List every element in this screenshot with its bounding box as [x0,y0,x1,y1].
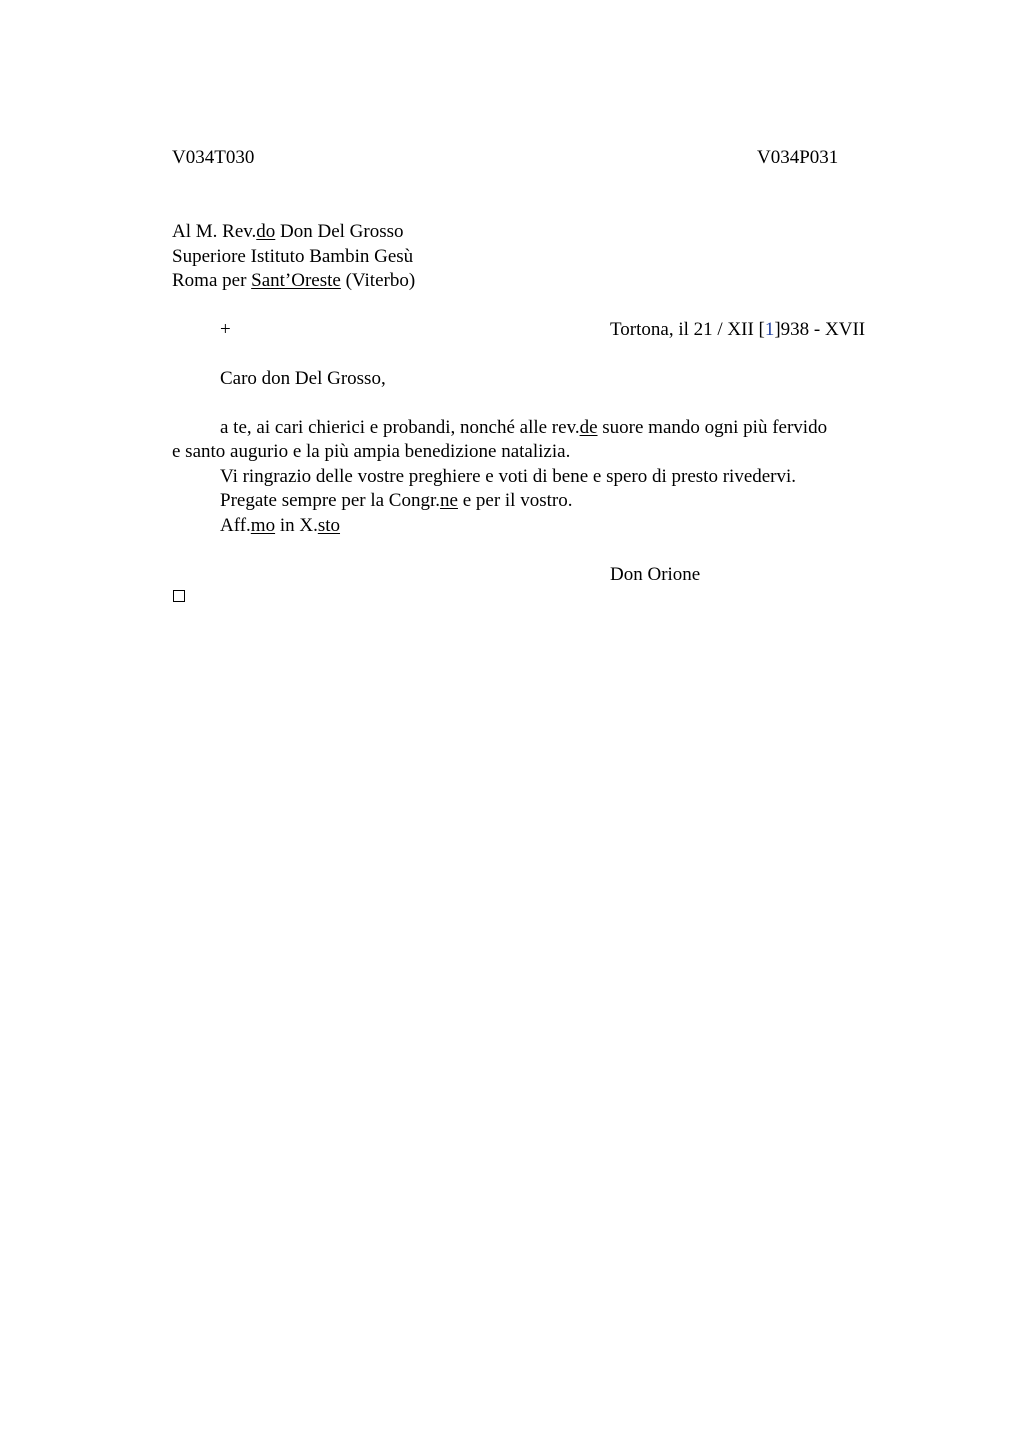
dateline-prefix: Tortona, il 21 / XII [ [610,319,765,340]
body-p1-abbrev: de [579,417,598,438]
closing-abbrev-1: mo [250,515,276,536]
body-paragraph-1-line-2: e santo augurio e la più ampia benedizione natalizia. [172,441,571,462]
document-code-left: V034T030 [172,147,255,168]
address-line-1-prefix: Al M. Rev. [172,221,257,242]
body-p3-text-a: Pregate sempre per la Congr. [220,490,441,511]
address-line-3 [172,269,415,293]
body-paragraph-1-line-1 [220,416,827,440]
signature: Don Orione [610,564,701,585]
address-line-1 [172,220,404,244]
dateline [610,318,865,342]
address-line-3-place: Sant’Oreste [251,270,341,291]
dateline-suffix: ]938 - XVII [774,319,866,340]
salutation: Caro don Del Grosso, [220,368,386,389]
closing-abbrev-2: sto [317,515,341,536]
closing-text-a: Aff. [220,515,251,536]
address-line-1-rest: Don Del Grosso [275,221,404,242]
body-p1-text-b: suore mando ogni più fervido [597,417,828,438]
closing-line [220,514,340,538]
body-paragraph-2: Vi ringrazio delle vostre preghiere e voti di bene e spero di presto rivedervi. [220,466,797,487]
document-code-right: V034P031 [757,147,839,168]
body-p1-text-a: a te, ai cari chierici e probandi, nonché alle rev. [220,417,580,438]
cross-mark: + [220,319,231,340]
closing-text-b: in X. [275,515,318,536]
address-line-1-abbrev: do [256,221,276,242]
body-p3-abbrev: ne [440,490,458,511]
end-of-document-box-icon [173,590,185,602]
body-paragraph-3 [220,489,572,513]
address-line-2: Superiore Istituto Bambin Gesù [172,246,414,267]
dateline-bracket-digit: 1 [764,319,775,340]
address-line-3-prefix: Roma per [172,270,252,291]
address-line-3-rest: (Viterbo) [340,270,416,291]
body-p3-text-b: e per il vostro. [457,490,573,511]
